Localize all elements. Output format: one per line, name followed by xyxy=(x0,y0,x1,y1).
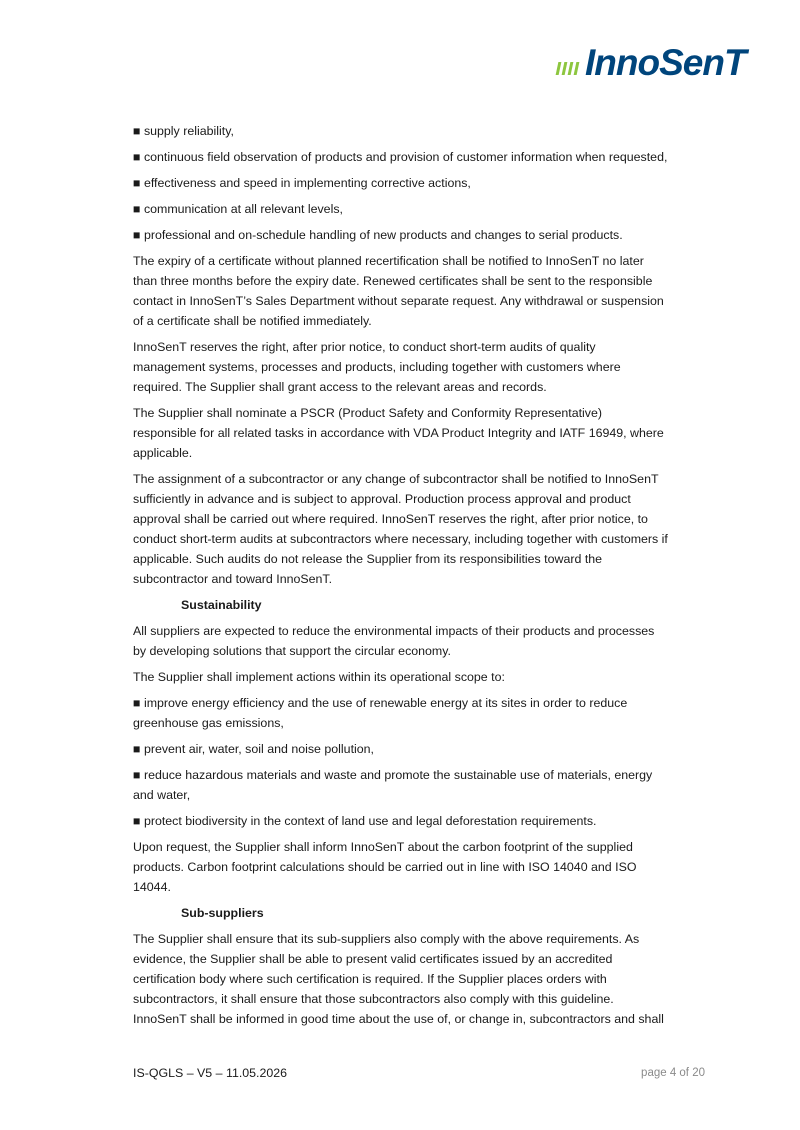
paragraph-audits: InnoSenT reserves the right, after prior notice, to conduct short-term audits of quality management systems, processes and products, including together with customers where required. The Supplier shall grant access to the relevant areas and records. xyxy=(133,340,621,394)
list-item: ■ supply reliability, xyxy=(133,121,668,141)
list-item: ■ communication at all relevant levels, xyxy=(133,199,668,219)
paragraph-carbon-footprint: Upon request, the Supplier shall inform InnoSenT about the carbon footprint of the supplied products. Carbon footprint calculations should be carried out in line with ISO 14040 and ISO 14044. xyxy=(133,840,637,894)
paragraph-subcontractor: The assignment of a subcontractor or any change of subcontractor shall be notified to InnoSenT sufficiently in advance and is subject to approval. Production process approval and product approval shall be carried out where required. InnoSenT reserves the right, after prior notice, to conduct short-term audits at subcontractors where necessary, including together with customers if applicable. Such audits do not release the Supplier from its responsibilities toward the subcontractor and toward InnoSenT. xyxy=(133,472,668,586)
list-item: ■ professional and on-schedule handling of new products and changes to serial products. xyxy=(133,225,668,245)
paragraph-pscr: The Supplier shall nominate a PSCR (Product Safety and Conformity Representative) responsible for all related tasks in accordance with VDA Product Integrity and IATF 16949, where applicable. xyxy=(133,406,664,460)
paragraph-sub-suppliers: The Supplier shall ensure that its sub-suppliers also comply with the above requirements. As evidence, the Supplier shall be able to present valid certificates issued by an accredited certification body where such certification is required. If the Supplier places orders with subcontractors, it shall ensure that those subcontractors also comply with this guideline. InnoSenT shall be informed in good time about the use of, or change in, subcontractors and shall xyxy=(133,932,664,1026)
footer-document-id: IS-QGLS – V5 – 11.05.2026 xyxy=(133,1066,288,1080)
innosent-logo xyxy=(557,44,746,81)
footer-page-number: page 4 of 20 xyxy=(641,1067,705,1079)
paragraph-sustainability-actions: The Supplier shall implement actions within its operational scope to: xyxy=(133,670,505,684)
list-item: ■ continuous field observation of products and provision of customer information when requested, xyxy=(133,147,668,167)
logo-text: InnoSenT xyxy=(585,42,746,83)
list-item: ■ reduce hazardous materials and waste and promote the sustainable use of materials, energy and water, xyxy=(133,765,668,805)
logo-bars-icon xyxy=(557,62,578,81)
paragraph-sustainability-intro: All suppliers are expected to reduce the environmental impacts of their products and processes by developing solutions that support the circular economy. xyxy=(133,624,655,658)
list-item: ■ protect biodiversity in the context of land use and legal deforestation requirements. xyxy=(133,811,668,831)
paragraph-certificate-expiry: The expiry of a certificate without planned recertification shall be notified to InnoSenT no later than three months before the expiry date. Renewed certificates shall be sent to the responsible contact in InnoSenT’s Sales Department without separate request. Any withdrawal or suspension of a certificate shall be notified immediately. xyxy=(133,254,664,328)
list-item: ■ improve energy efficiency and the use of renewable energy at its sites in order to reduce greenhouse gas emissions, xyxy=(133,693,668,733)
heading-sustainability: Sustainability xyxy=(181,598,262,612)
list-item: ■ effectiveness and speed in implementing corrective actions, xyxy=(133,173,668,193)
heading-sub-suppliers: Sub-suppliers xyxy=(181,906,264,920)
document-body xyxy=(133,121,668,1035)
list-item: ■ prevent air, water, soil and noise pollution, xyxy=(133,739,668,759)
